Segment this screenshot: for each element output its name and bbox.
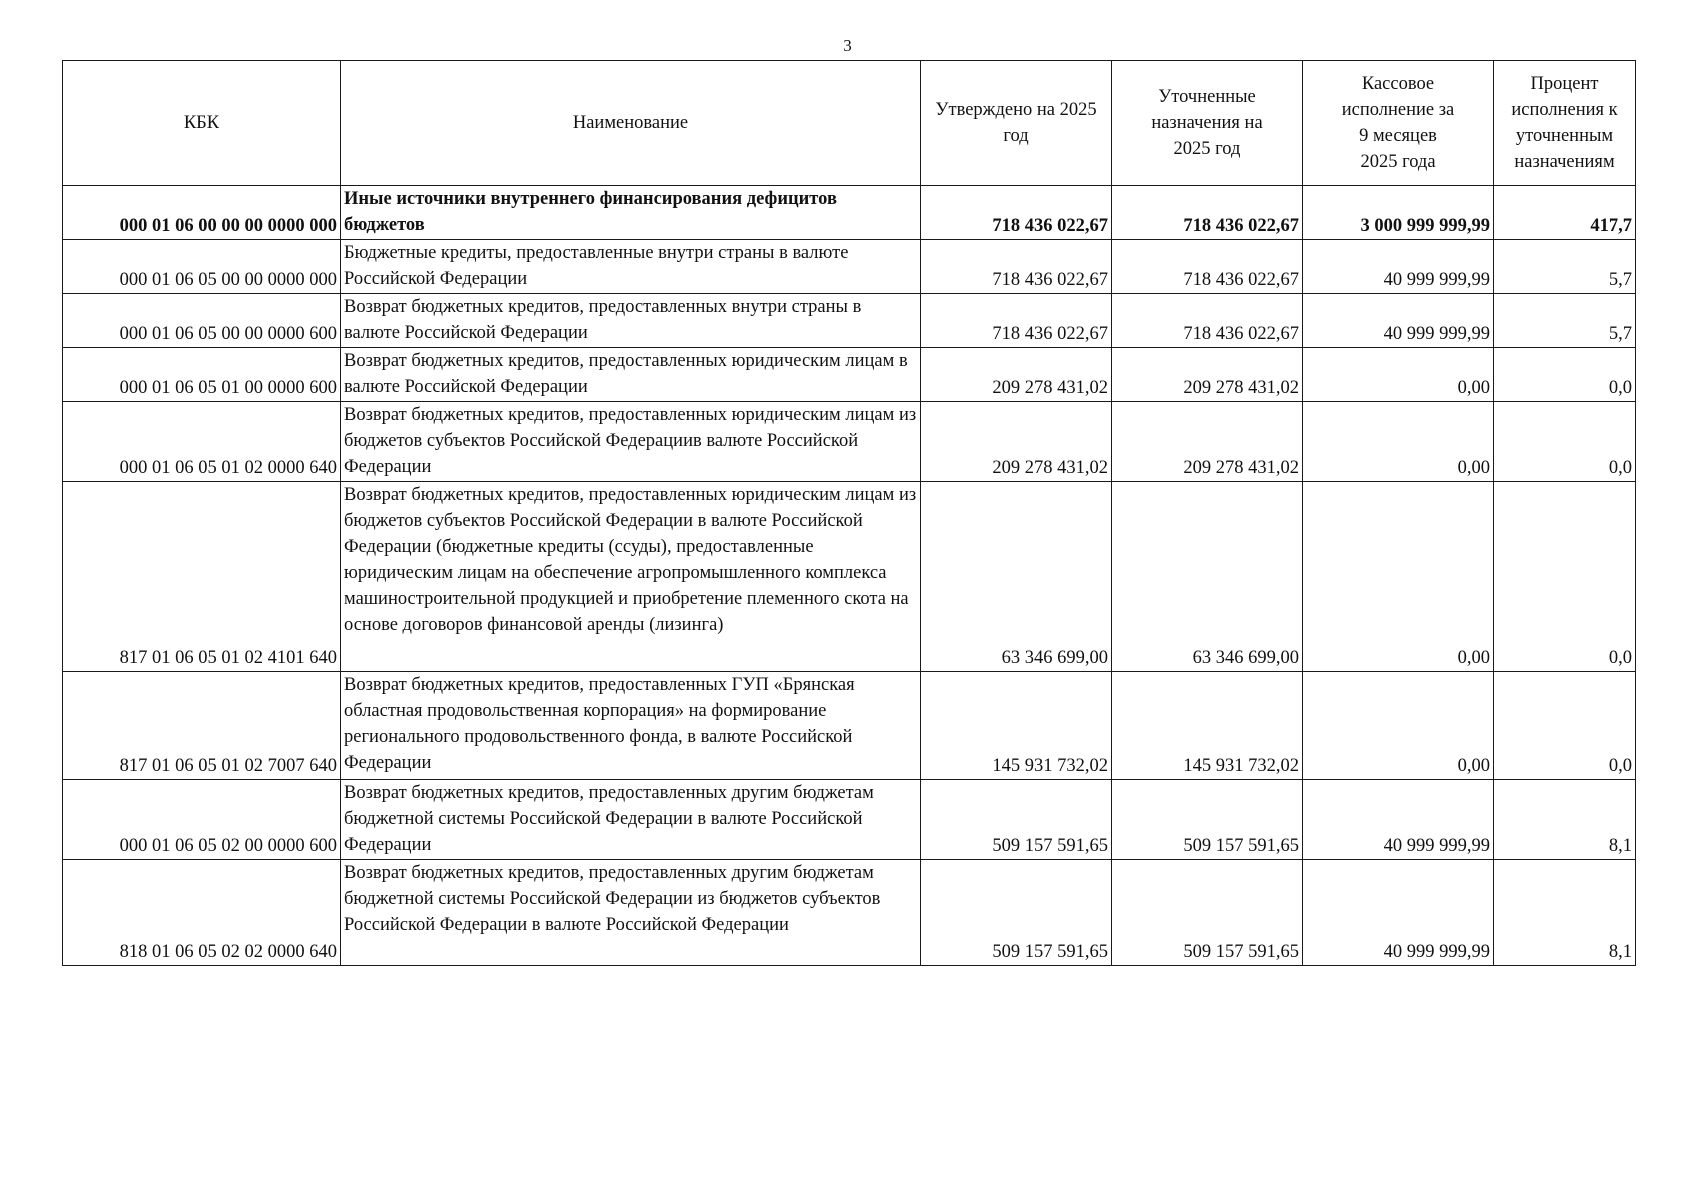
row-kbk: 817 01 06 05 01 02 4101 640 [63, 482, 341, 672]
row-approved: 209 278 431,02 [921, 348, 1112, 402]
table-row [63, 240, 1636, 294]
row-revised: 718 436 022,67 [1112, 294, 1303, 348]
row-kbk: 000 01 06 05 01 02 0000 640 [63, 402, 341, 482]
row-percent: 8,1 [1494, 780, 1636, 860]
row-approved: 718 436 022,67 [921, 240, 1112, 294]
header-name: Наименование [341, 61, 921, 186]
row-kbk: 817 01 06 05 01 02 7007 640 [63, 672, 341, 780]
header-percent: Процент исполнения к уточненным назначениям [1494, 61, 1636, 186]
row-approved: 718 436 022,67 [921, 294, 1112, 348]
row-cash: 40 999 999,99 [1303, 860, 1494, 966]
row-approved: 509 157 591,65 [921, 780, 1112, 860]
row-revised: 718 436 022,67 [1112, 186, 1303, 240]
row-kbk: 000 01 06 05 00 00 0000 600 [63, 294, 341, 348]
row-percent: 0,0 [1494, 672, 1636, 780]
table-row [63, 780, 1636, 860]
row-approved: 63 346 699,00 [921, 482, 1112, 672]
table-row [63, 860, 1636, 966]
table-row [63, 294, 1636, 348]
page-number: 3 [843, 36, 852, 55]
row-name: Иные источники внутреннего финансирования дефицитов бюджетов [341, 186, 921, 240]
row-name: Возврат бюджетных кредитов, предоставленных юридическим лицам из бюджетов субъектов Российской Федерации в валюте Российской Федерации (бюджетные кредиты (ссуды), предоставленные юридическим лицам на обеспечение агропромышленного комплекса машиностроительной продукцией и приобретение племенного скота на основе договоров финансовой аренды (лизинга) [341, 482, 921, 672]
row-cash: 0,00 [1303, 672, 1494, 780]
row-percent: 0,0 [1494, 402, 1636, 482]
row-revised: 209 278 431,02 [1112, 348, 1303, 402]
row-approved: 509 157 591,65 [921, 860, 1112, 966]
row-revised: 63 346 699,00 [1112, 482, 1303, 672]
row-revised: 718 436 022,67 [1112, 240, 1303, 294]
header-kbk: КБК [63, 61, 341, 186]
table-row [63, 186, 1636, 240]
row-approved: 209 278 431,02 [921, 402, 1112, 482]
row-name: Возврат бюджетных кредитов, предоставленных ГУП «Брянская областная продовольственная корпорация» на формирование регионального продовольственного фонда, в валюте Российской Федерации [341, 672, 921, 780]
row-kbk: 000 01 06 05 00 00 0000 000 [63, 240, 341, 294]
row-cash: 40 999 999,99 [1303, 240, 1494, 294]
table-row [63, 348, 1636, 402]
header-approved: Утверждено на 2025 год [921, 61, 1112, 186]
row-percent: 0,0 [1494, 482, 1636, 672]
row-cash: 0,00 [1303, 482, 1494, 672]
row-percent: 417,7 [1494, 186, 1636, 240]
row-percent: 0,0 [1494, 348, 1636, 402]
table-row [63, 672, 1636, 780]
row-revised: 509 157 591,65 [1112, 780, 1303, 860]
header-cash: Кассовое исполнение за 9 месяцев 2025 года [1303, 61, 1494, 186]
row-name: Возврат бюджетных кредитов, предоставленных юридическим лицам в валюте Российской Федерации [341, 348, 921, 402]
row-revised: 209 278 431,02 [1112, 402, 1303, 482]
row-kbk: 000 01 06 05 01 00 0000 600 [63, 348, 341, 402]
table-header-row [63, 61, 1636, 186]
row-name: Возврат бюджетных кредитов, предоставленных другим бюджетам бюджетной системы Российской Федерации из бюджетов субъектов Российской Федерации в валюте Российской Федерации [341, 860, 921, 966]
row-kbk: 818 01 06 05 02 02 0000 640 [63, 860, 341, 966]
row-percent: 8,1 [1494, 860, 1636, 966]
header-revised: Уточненные назначения на 2025 год [1112, 61, 1303, 186]
row-percent: 5,7 [1494, 294, 1636, 348]
row-revised: 509 157 591,65 [1112, 860, 1303, 966]
row-cash: 40 999 999,99 [1303, 294, 1494, 348]
row-name: Возврат бюджетных кредитов, предоставленных юридическим лицам из бюджетов субъектов Российской Федерациив валюте Российской Федерации [341, 402, 921, 482]
row-name: Бюджетные кредиты, предоставленные внутри страны в валюте Российской Федерации [341, 240, 921, 294]
row-percent: 5,7 [1494, 240, 1636, 294]
row-name: Возврат бюджетных кредитов, предоставленных другим бюджетам бюджетной системы Российской Федерации в валюте Российской Федерации [341, 780, 921, 860]
row-approved: 145 931 732,02 [921, 672, 1112, 780]
row-name: Возврат бюджетных кредитов, предоставленных внутри страны в валюте Российской Федерации [341, 294, 921, 348]
row-cash: 0,00 [1303, 402, 1494, 482]
row-kbk: 000 01 06 05 02 00 0000 600 [63, 780, 341, 860]
row-approved: 718 436 022,67 [921, 186, 1112, 240]
table-row [63, 482, 1636, 672]
row-revised: 145 931 732,02 [1112, 672, 1303, 780]
budget-sources-table [62, 60, 1636, 966]
row-cash: 0,00 [1303, 348, 1494, 402]
table-row [63, 402, 1636, 482]
row-cash: 40 999 999,99 [1303, 780, 1494, 860]
row-cash: 3 000 999 999,99 [1303, 186, 1494, 240]
row-kbk: 000 01 06 00 00 00 0000 000 [63, 186, 341, 240]
